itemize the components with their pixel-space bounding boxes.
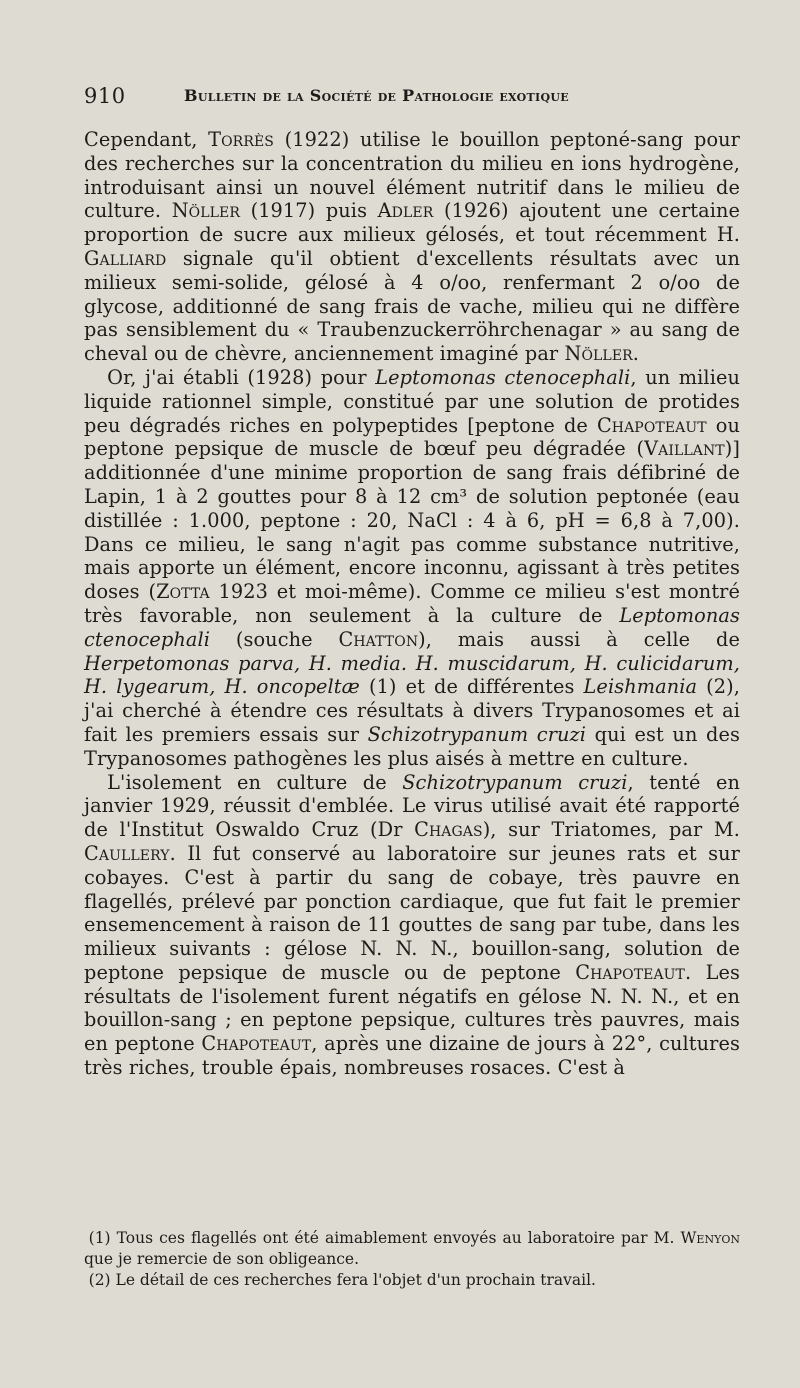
species-name: Leishmania	[583, 675, 698, 699]
text-run: , tenté en janvier 1929, réussit d'emblée. Le virus utilisé avait été rapporté de l'Institut Oswaldo Cruz (Dr	[84, 770, 740, 842]
text-run: .	[632, 342, 640, 366]
text-run: ou peptone pepsique de muscle de bœuf peu dégradée (	[84, 413, 740, 461]
species-name: Schizotrypanum cruzi	[402, 770, 628, 794]
footnotes	[84, 1228, 740, 1291]
author-name: Adler	[377, 199, 434, 223]
paragraph-2	[84, 366, 740, 771]
text-run: Cependant,	[84, 128, 209, 151]
text-run: signale qu'il obtient d'excellents résultats avec un milieux semi-solide, gélosé à 4 o/oo, renfermant 2 o/oo de glycose, additionné de sang frais de vache, milieu qui ne diffère pas sensiblement du « Traubenzuckerröhrchenagar » au sang de cheval ou de chèvre, anciennement imaginé par	[84, 246, 740, 366]
text-run: ), mais aussi à celle de	[418, 627, 740, 651]
species-name: Leptomonas ctenocephali	[84, 603, 740, 651]
text-run: . Il fut conservé au laboratoire sur jeunes rats et sur cobayes. C'est à partir du sang de cobaye, très pauvre en flagellés, prélevé par ponction cardiaque, que fut fait le premier ensemencement à raison de 11 gouttes de sang par tube, dans les milieux suivants : gélose N. N. N., bouillon-sang, solution de peptone pepsique de muscle ou de peptone	[84, 841, 740, 984]
text-run: (1917) puis	[240, 199, 378, 223]
author-name: Galliard	[84, 246, 167, 270]
author-name: Chapoteaut	[201, 1032, 312, 1056]
species-name: Leptomonas ctenocephali	[375, 365, 631, 389]
page-header	[84, 84, 744, 114]
running-title: Bulletin de la Société de Pathologie exotique	[184, 86, 569, 105]
text-run: (1922) utilise le bouillon peptoné-sang pour des recherches sur la concentration du milieu en ions hydrogène, introduisant ainsi un nouvel élément nutritif dans le milieu de culture.	[84, 128, 740, 223]
author-name: Zotta	[156, 580, 210, 604]
text-run: qui est un des Trypanosomes pathogènes les plus aisés à mettre en culture.	[84, 722, 741, 770]
author-name: Caullery	[84, 841, 170, 865]
author-name: Chapoteaut	[575, 960, 685, 984]
footnote-2: (2) Le détail de ces recherches fera l'objet d'un prochain travail.	[88, 1271, 596, 1289]
author-name: Chagas	[414, 818, 483, 842]
footnote-1	[84, 1228, 740, 1270]
text-run: (2), j'ai cherché à étendre ces résultats à divers Trypanosomes et ai fait les premiers essais sur	[84, 675, 741, 746]
text-run: (souche	[209, 627, 339, 651]
body-text	[84, 128, 740, 1080]
species-name: Herpetomonas parva, H. media. H. muscidarum, H. culicidarum, H. lygearum, H. oncopeltæ	[84, 651, 740, 699]
author-name: Torrès	[208, 128, 274, 151]
species-name: Schizotrypanum cruzi	[367, 722, 587, 746]
author-name: Wenyon	[680, 1229, 740, 1247]
text-run: (1) et de différentes	[359, 675, 584, 699]
text-run: Or, j'ai établi (1928) pour	[107, 365, 376, 389]
text-run: (1) Tous ces flagellés ont été aimablement envoyés au laboratoire par M.	[88, 1229, 681, 1247]
text-run: , après une dizaine de jours à 22°, cultures très riches, trouble épais, nombreuses rosaces. C'est à	[84, 1032, 740, 1080]
text-run: . Les résultats de l'isolement furent négatifs en gélose N. N. N., et en bouillon-sang ; en peptone pepsique, cultures très pauvres, mais en peptone	[84, 960, 740, 1056]
text-run: , un milieu liquide rationnel simple, constitué par une solution de protides peu dégradés riches en polypeptides [peptone de	[84, 365, 740, 437]
text-run: que je remercie de son obligeance.	[84, 1250, 359, 1268]
paragraph-3	[84, 771, 740, 1080]
author-name: Chatton	[338, 627, 419, 651]
text-run: )] additionnée d'une minime proportion de sang frais défibriné de Lapin, 1 à 2 gouttes pour 8 à 12 cm³ de solution peptonée (eau distillée : 1.000, peptone : 20, NaCl : 4 à 6, pH = 6,8 à 7,00). Dans ce milieu, le sang n'agit pas comme substance nutritive, mais apporte un élément, encore inconnu, agissant à très petites doses (	[84, 437, 740, 604]
author-name: Vaillant	[644, 437, 725, 461]
page-number: 910	[84, 84, 126, 108]
author-name: Nöller	[171, 199, 240, 223]
paragraph-1	[84, 128, 740, 366]
author-name: Chapoteaut	[596, 413, 707, 437]
text-run: (1926) ajoutent une certaine proportion de sucre aux milieux gélosés, et tout récemment H.	[84, 199, 741, 247]
author-name: Nöller	[564, 342, 633, 366]
text-run: 1923 et moi-même). Comme ce milieu s'est montré très favorable, non seulement à la culture de	[84, 580, 740, 627]
text-run: L'isolement en culture de	[107, 770, 403, 794]
text-run: ), sur Triatomes, par M.	[482, 818, 740, 842]
